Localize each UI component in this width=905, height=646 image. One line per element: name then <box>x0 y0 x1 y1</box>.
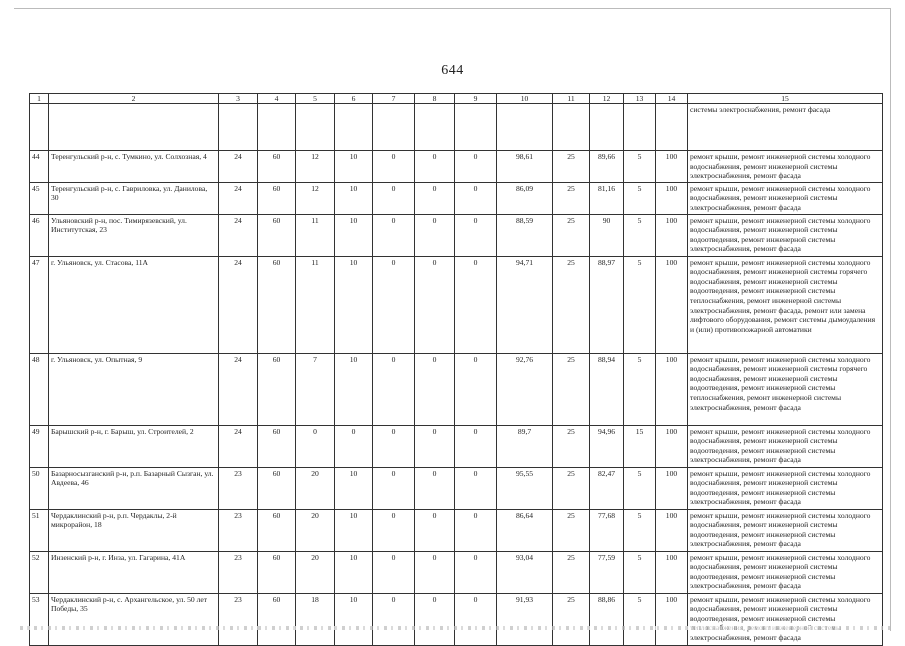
header-cell: 14 <box>656 94 688 104</box>
value-cell: 10 <box>335 256 373 353</box>
value-cell: 0 <box>373 593 415 645</box>
value-cell: 94,71 <box>497 256 553 353</box>
address-cell: г. Ульяновск, ул. Опытная, 9 <box>49 353 219 425</box>
header-cell: 13 <box>624 94 656 104</box>
value-cell: 23 <box>219 509 258 551</box>
value-cell: 81,16 <box>590 182 624 214</box>
value-cell: 23 <box>219 593 258 645</box>
value-cell: 0 <box>455 182 497 214</box>
address-cell: Теренгульский р-н, с. Гавриловка, ул. Данилова, 30 <box>49 182 219 214</box>
header-cell: 11 <box>553 94 590 104</box>
value-cell: 0 <box>415 256 455 353</box>
value-cell: 23 <box>219 467 258 509</box>
row-number: 47 <box>30 256 49 353</box>
value-cell: 0 <box>373 467 415 509</box>
value-cell: 77,59 <box>590 551 624 593</box>
value-cell: 12 <box>296 151 335 183</box>
works-cell: ремонт крыши, ремонт инженерной системы холодного водоснабжения, ремонт инженерной системы электроснабжения, ремонт фасада <box>688 182 883 214</box>
value-cell: 0 <box>455 425 497 467</box>
header-cell: 4 <box>258 94 296 104</box>
value-cell: 60 <box>258 551 296 593</box>
value-cell: 100 <box>656 593 688 645</box>
value-cell: 89,66 <box>590 151 624 183</box>
value-cell: 90 <box>590 214 624 256</box>
value-cell: 82,47 <box>590 467 624 509</box>
value-cell: 0 <box>415 214 455 256</box>
value-cell: 100 <box>656 425 688 467</box>
value-cell: 0 <box>455 551 497 593</box>
address-cell: Барышский р-н, г. Барыш, ул. Строителей, 2 <box>49 425 219 467</box>
row-number: 44 <box>30 151 49 183</box>
address-cell: Чердаклинский р-н, р.п. Чердаклы, 2-й микрорайон, 18 <box>49 509 219 551</box>
header-cell: 6 <box>335 94 373 104</box>
value-cell: 60 <box>258 353 296 425</box>
value-cell: 5 <box>624 151 656 183</box>
value-cell: 20 <box>296 551 335 593</box>
value-cell: 25 <box>553 151 590 183</box>
row-number: 51 <box>30 509 49 551</box>
header-cell: 2 <box>49 94 219 104</box>
header-cell: 10 <box>497 94 553 104</box>
value-cell: 25 <box>553 214 590 256</box>
value-cell: 24 <box>219 353 258 425</box>
scan-artifact <box>20 626 890 630</box>
value-cell: 100 <box>656 551 688 593</box>
value-cell: 100 <box>656 182 688 214</box>
value-cell: 88,86 <box>590 593 624 645</box>
value-cell: 0 <box>373 551 415 593</box>
value-cell: 89,7 <box>497 425 553 467</box>
value-cell: 10 <box>335 467 373 509</box>
value-cell: 5 <box>624 467 656 509</box>
works-cell: ремонт крыши, ремонт инженерной системы холодного водоснабжения, ремонт инженерной системы водоотведения, ремонт инженерной системы электроснабжения, ремонт фасада <box>688 593 883 645</box>
table-row <box>30 214 883 256</box>
value-cell: 100 <box>656 256 688 353</box>
value-cell: 100 <box>656 214 688 256</box>
address-cell: Ульяновский р-н, пос. Тимирязевский, ул. Институтская, 23 <box>49 214 219 256</box>
header-cell: 12 <box>590 94 624 104</box>
value-cell: 0 <box>373 256 415 353</box>
value-cell: 60 <box>258 182 296 214</box>
value-cell: 7 <box>296 353 335 425</box>
value-cell: 88,97 <box>590 256 624 353</box>
value-cell: 23 <box>219 551 258 593</box>
table-row <box>30 353 883 425</box>
value-cell: 11 <box>296 256 335 353</box>
row-number: 50 <box>30 467 49 509</box>
table-row <box>30 593 883 645</box>
value-cell: 10 <box>335 593 373 645</box>
value-cell: 0 <box>373 509 415 551</box>
header-cell: 9 <box>455 94 497 104</box>
works-cell: ремонт крыши, ремонт инженерной системы холодного водоснабжения, ремонт инженерной системы водоотведения, ремонт инженерной системы электроснабжения, ремонт фасада <box>688 214 883 256</box>
value-cell: 24 <box>219 182 258 214</box>
table-row <box>30 256 883 353</box>
header-cell: 3 <box>219 94 258 104</box>
value-cell: 24 <box>219 214 258 256</box>
header-cell: 7 <box>373 94 415 104</box>
address-cell: Теренгульский р-н, с. Тумкино, ул. Солхозная, 4 <box>49 151 219 183</box>
value-cell: 60 <box>258 467 296 509</box>
value-cell: 24 <box>219 256 258 353</box>
value-cell: 20 <box>296 467 335 509</box>
value-cell: 86,64 <box>497 509 553 551</box>
value-cell: 12 <box>296 182 335 214</box>
row-number: 48 <box>30 353 49 425</box>
value-cell: 5 <box>624 551 656 593</box>
value-cell: 0 <box>415 353 455 425</box>
value-cell: 10 <box>335 182 373 214</box>
value-cell: 5 <box>624 593 656 645</box>
table-row <box>30 551 883 593</box>
page-number: 644 <box>441 63 464 78</box>
table-row <box>30 425 883 467</box>
continuation-row <box>30 104 883 151</box>
value-cell: 10 <box>335 353 373 425</box>
value-cell: 10 <box>335 551 373 593</box>
header-cell: 1 <box>30 94 49 104</box>
value-cell: 10 <box>335 151 373 183</box>
value-cell: 25 <box>553 425 590 467</box>
value-cell: 0 <box>455 151 497 183</box>
value-cell: 60 <box>258 256 296 353</box>
value-cell: 0 <box>455 593 497 645</box>
value-cell: 100 <box>656 509 688 551</box>
header-row <box>30 94 883 104</box>
value-cell: 0 <box>373 151 415 183</box>
value-cell: 25 <box>553 182 590 214</box>
value-cell: 25 <box>553 467 590 509</box>
value-cell: 0 <box>415 425 455 467</box>
value-cell: 24 <box>219 151 258 183</box>
value-cell: 100 <box>656 467 688 509</box>
value-cell: 0 <box>373 182 415 214</box>
value-cell: 92,76 <box>497 353 553 425</box>
table-row <box>30 467 883 509</box>
value-cell: 0 <box>455 214 497 256</box>
value-cell: 10 <box>335 214 373 256</box>
works-cell: ремонт крыши, ремонт инженерной системы холодного водоснабжения, ремонт инженерной системы водоотведения, ремонт инженерной системы электроснабжения, ремонт фасада <box>688 551 883 593</box>
row-number: 45 <box>30 182 49 214</box>
value-cell: 60 <box>258 151 296 183</box>
row-number: 46 <box>30 214 49 256</box>
value-cell: 60 <box>258 509 296 551</box>
value-cell: 0 <box>415 151 455 183</box>
value-cell: 94,96 <box>590 425 624 467</box>
value-cell: 25 <box>553 353 590 425</box>
value-cell: 5 <box>624 256 656 353</box>
value-cell: 0 <box>335 425 373 467</box>
header-cell: 5 <box>296 94 335 104</box>
header-cell: 15 <box>688 94 883 104</box>
address-cell: г. Ульяновск, ул. Стасова, 11А <box>49 256 219 353</box>
value-cell: 25 <box>553 593 590 645</box>
value-cell: 18 <box>296 593 335 645</box>
works-cell: ремонт крыши, ремонт инженерной системы холодного водоснабжения, ремонт инженерной системы водоотведения, ремонт инженерной системы электроснабжения, ремонт фасада <box>688 467 883 509</box>
value-cell: 0 <box>415 467 455 509</box>
value-cell: 93,04 <box>497 551 553 593</box>
value-cell: 98,61 <box>497 151 553 183</box>
address-cell: Чердаклинский р-н, с. Архангельское, ул. 50 лет Победы, 35 <box>49 593 219 645</box>
works-cell: ремонт крыши, ремонт инженерной системы холодного водоснабжения, ремонт инженерной системы электроснабжения, ремонт фасада <box>688 151 883 183</box>
header-cell: 8 <box>415 94 455 104</box>
value-cell: 0 <box>373 214 415 256</box>
value-cell: 5 <box>624 353 656 425</box>
table-row <box>30 182 883 214</box>
continuation-text: системы электроснабжения, ремонт фасада <box>688 104 883 151</box>
value-cell: 100 <box>656 353 688 425</box>
value-cell: 25 <box>553 509 590 551</box>
works-cell: ремонт крыши, ремонт инженерной системы холодного водоснабжения, ремонт инженерной системы водоотведения, ремонт инженерной системы электроснабжения, ремонт фасада <box>688 509 883 551</box>
value-cell: 0 <box>455 509 497 551</box>
works-cell: ремонт крыши, ремонт инженерной системы холодного водоснабжения, ремонт инженерной системы водоотведения, ремонт инженерной системы электроснабжения, ремонт фасада <box>688 425 883 467</box>
value-cell: 0 <box>415 551 455 593</box>
value-cell: 88,94 <box>590 353 624 425</box>
value-cell: 100 <box>656 151 688 183</box>
value-cell: 5 <box>624 214 656 256</box>
value-cell: 5 <box>624 509 656 551</box>
value-cell: 5 <box>624 182 656 214</box>
works-cell: ремонт крыши, ремонт инженерной системы холодного водоснабжения, ремонт инженерной системы горячего водоснабжения, ремонт инженерной системы водоотведения, ремонт инженерной системы теплоснабжения, ремонт инженерной системы электроснабжения, ремонт фасада <box>688 353 883 425</box>
row-number: 53 <box>30 593 49 645</box>
capital-repair-table <box>29 93 883 646</box>
value-cell: 25 <box>553 256 590 353</box>
row-number: 49 <box>30 425 49 467</box>
value-cell: 0 <box>373 353 415 425</box>
value-cell: 88,59 <box>497 214 553 256</box>
value-cell: 25 <box>553 551 590 593</box>
value-cell: 60 <box>258 425 296 467</box>
value-cell: 20 <box>296 509 335 551</box>
value-cell: 10 <box>335 509 373 551</box>
value-cell: 86,09 <box>497 182 553 214</box>
address-cell: Базарносызганский р-н, р.п. Базарный Сызган, ул. Авдеева, 46 <box>49 467 219 509</box>
value-cell: 0 <box>455 353 497 425</box>
works-cell: ремонт крыши, ремонт инженерной системы холодного водоснабжения, ремонт инженерной системы горячего водоснабжения, ремонт инженерной системы водоотведения, ремонт инженерной системы теплоснабжения, ремонт инженерной системы электроснабжения, ремонт фасада, ремонт или замена лифтового оборудования, ремонт системы дымоудаления и (или) противопожарной автоматики <box>688 256 883 353</box>
value-cell: 0 <box>415 182 455 214</box>
value-cell: 24 <box>219 425 258 467</box>
value-cell: 60 <box>258 593 296 645</box>
value-cell: 0 <box>455 467 497 509</box>
value-cell: 0 <box>373 425 415 467</box>
value-cell: 77,68 <box>590 509 624 551</box>
value-cell: 91,93 <box>497 593 553 645</box>
value-cell: 11 <box>296 214 335 256</box>
value-cell: 60 <box>258 214 296 256</box>
value-cell: 0 <box>296 425 335 467</box>
value-cell: 0 <box>455 256 497 353</box>
row-number: 52 <box>30 551 49 593</box>
value-cell: 0 <box>415 509 455 551</box>
table-row <box>30 509 883 551</box>
value-cell: 0 <box>415 593 455 645</box>
table-row <box>30 151 883 183</box>
value-cell: 95,55 <box>497 467 553 509</box>
value-cell: 15 <box>624 425 656 467</box>
address-cell: Инзенский р-н, г. Инза, ул. Гагарина, 41А <box>49 551 219 593</box>
